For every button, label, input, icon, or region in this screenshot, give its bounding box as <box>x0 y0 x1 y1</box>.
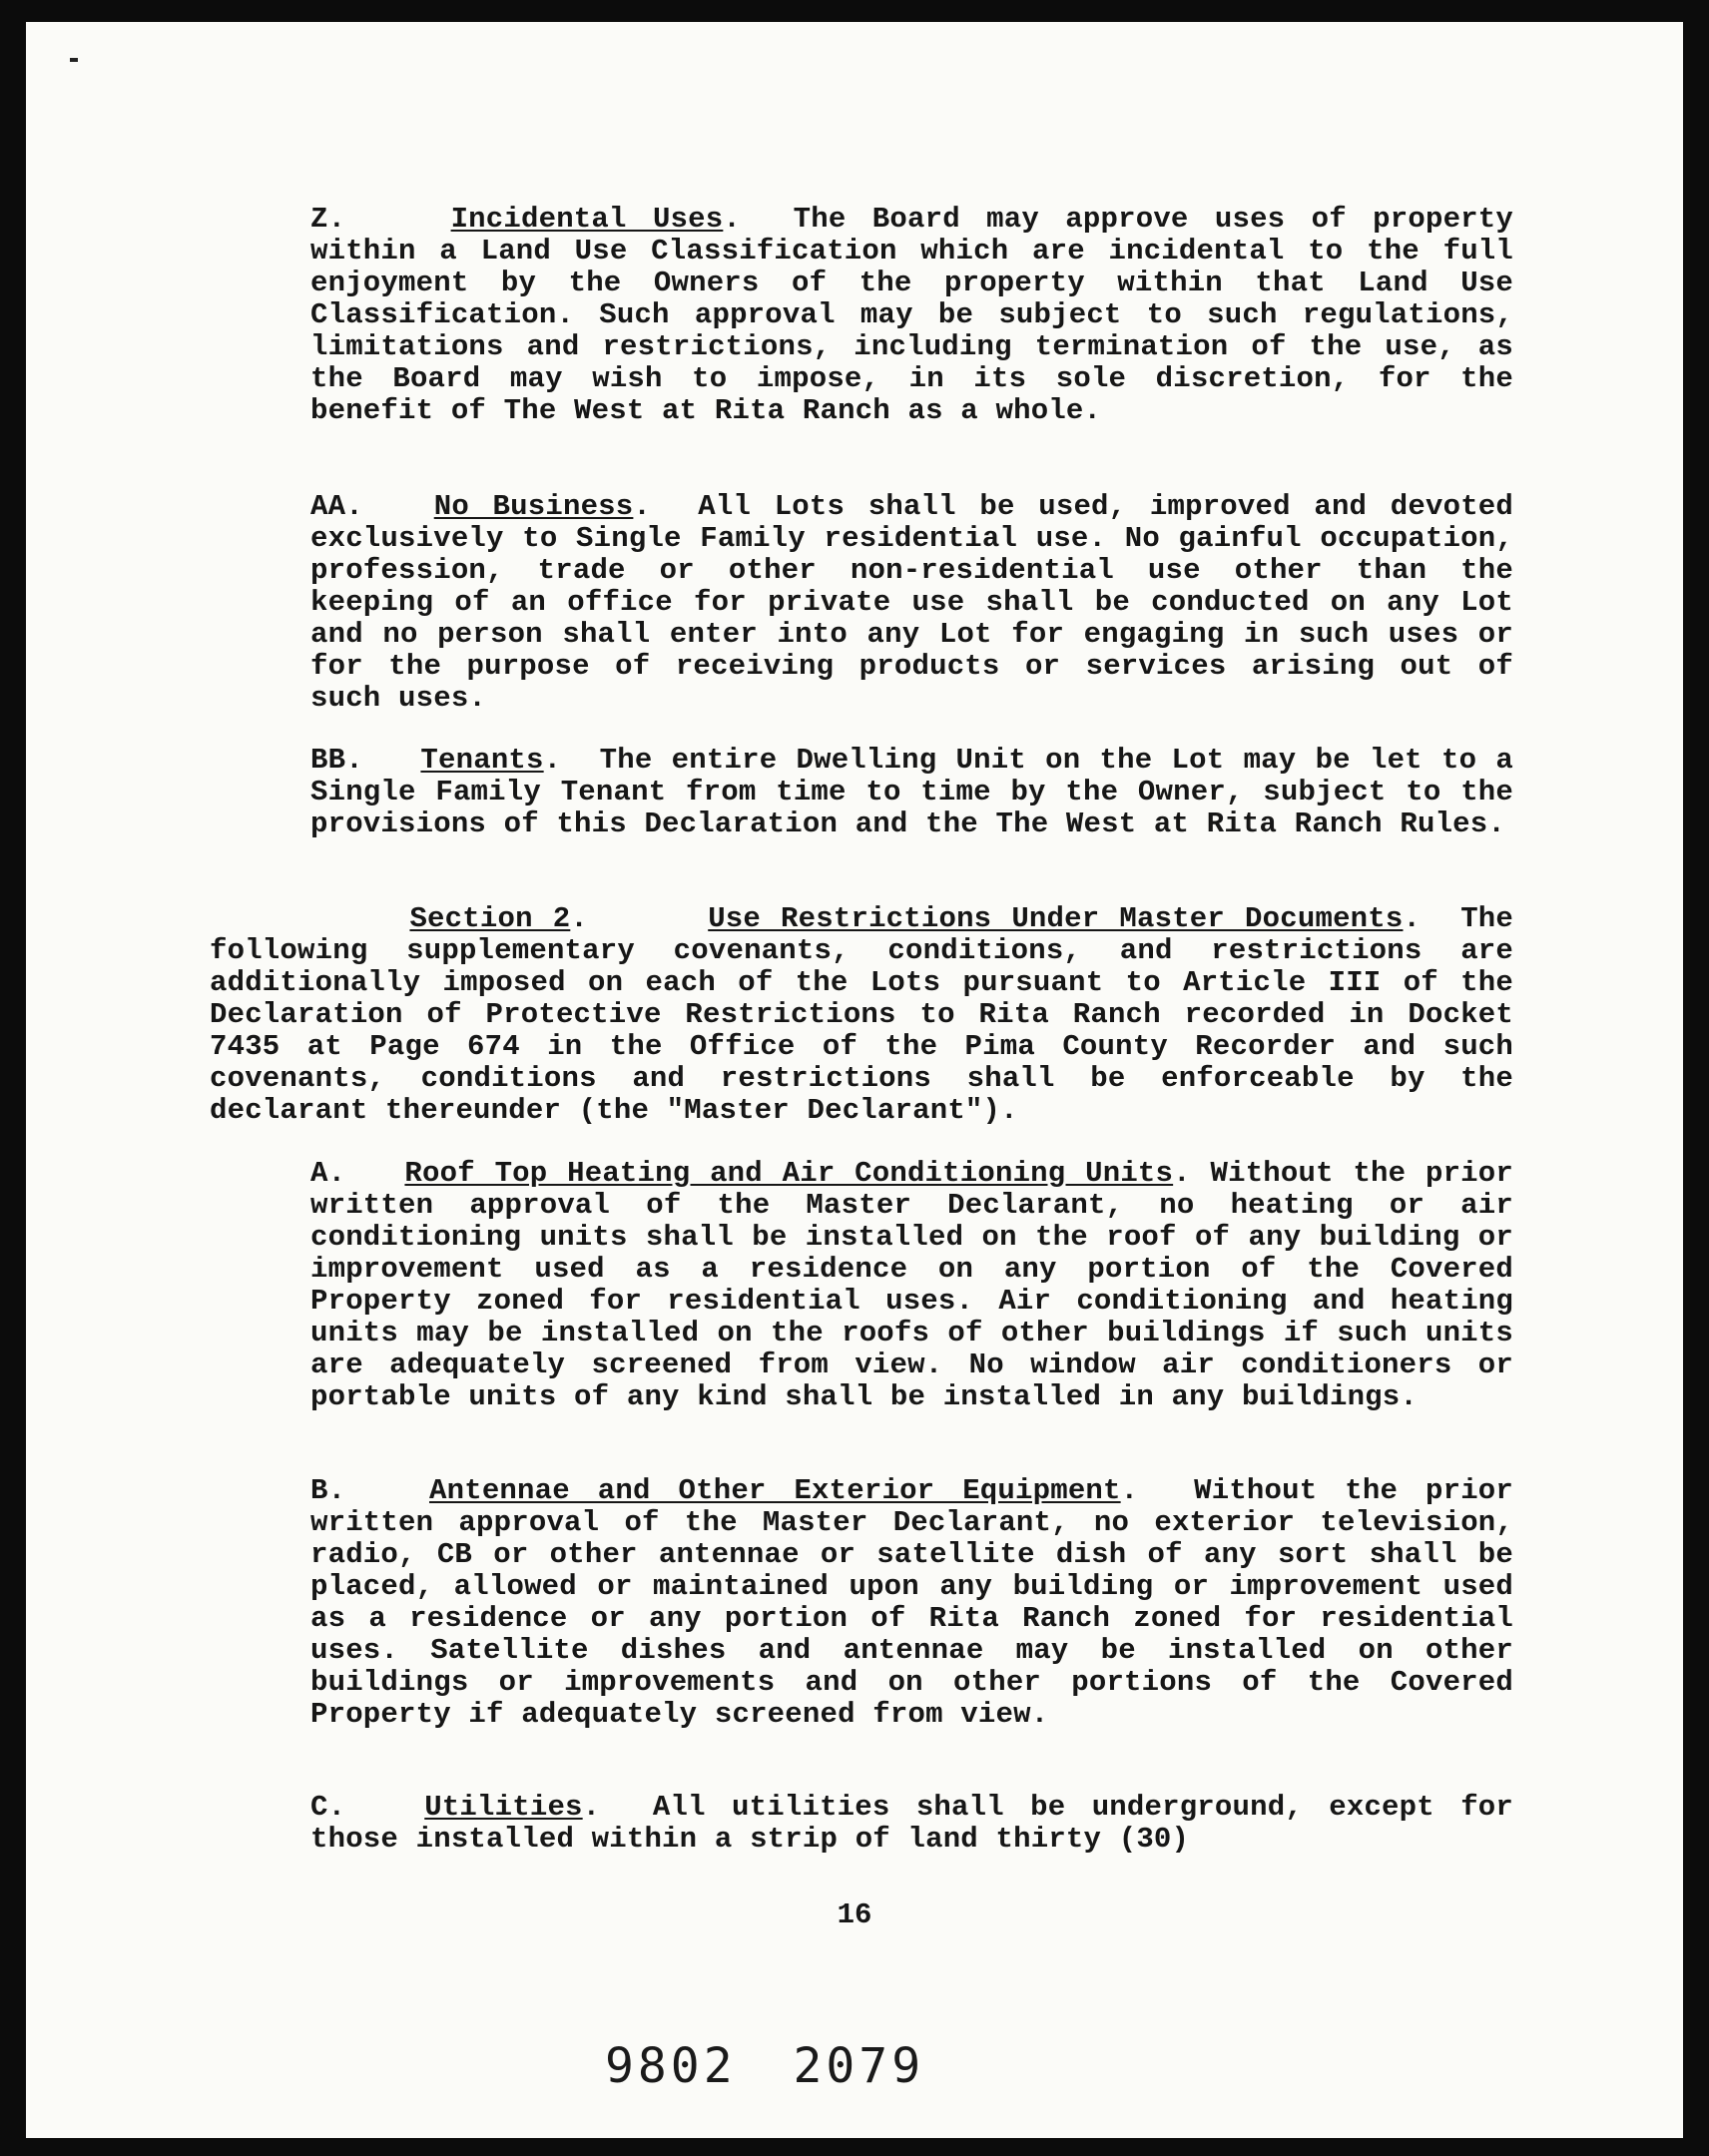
paragraph-heading: Antennae and Other Exterior Equipment <box>429 1474 1121 1507</box>
paragraph-text: All utilities shall be underground, except for those installed within a strip of land thirty (30) <box>310 1791 1514 1856</box>
paragraph-heading: Utilities <box>424 1791 583 1824</box>
paragraph-z: Z. Incidental Uses. The Board may approve uses of property within a Land Use Classification which are incidental to the full enjoyment by the Owners of the property within that Land Use Classification. Such approval may be subject to such regulations, limitations and restrictions, including termination of the use, as the Board may wish to impose, in its sole discretion, for the benefit of The West at Rita Ranch as a whole. <box>310 203 1513 427</box>
section-heading: Use Restrictions Under Master Documents <box>708 902 1404 935</box>
docket-stamp: 9802 2079 <box>605 2038 925 2094</box>
paragraph-text: The entire Dwelling Unit on the Lot may be let to a Single Family Tenant from time to time by the Owner, subject to the provisions of this Declaration and the The West at Rita Ranch Rules. <box>310 744 1514 840</box>
section-2: Section 2. Use Restrictions Under Master Documents. The following supplementary covenants, conditions, and restrictions are additionally imposed on each of the Lots pursuant to Article III of the Declaration of Protective Restrictions to Rita Ranch recorded in Docket 7435 at Page 674 in the Office of the Pima County Recorder and such covenants, conditions and restrictions shall be enforceable by the declarant thereunder (the "Master Declarant"). <box>210 902 1513 1127</box>
paragraph-label: Z. <box>310 203 346 236</box>
paragraph-bb: BB. Tenants. The entire Dwelling Unit on the Lot may be let to a Single Family Tenant from time to time by the Owner, subject to the provisions of this Declaration and the The West at Rita Ranch Rules. <box>310 744 1514 840</box>
paragraph-label: A. <box>310 1157 346 1190</box>
paragraph-heading: Tenants <box>420 744 544 777</box>
paragraph-text: All Lots shall be used, improved and devoted exclusively to Single Family residential use. No gainful occupation, profession, trade or other non-residential use other than the keeping of an office for private use shall be conducted on any Lot and no person shall enter into any Lot for engaging in such uses or for the purpose of receiving products or services arising out of such uses. <box>310 490 1514 715</box>
document-page <box>26 22 1683 2138</box>
paragraph-label: B. <box>310 1474 346 1507</box>
paragraph-heading: No Business <box>433 490 634 523</box>
paragraph-a: A. Roof Top Heating and Air Conditioning Units. Without the prior written approval of the Master Declarant, no heating or air conditioning units shall be installed on the roof of any building or improvement used as a residence on any portion of the Covered Property zoned for residential uses. Air conditioning and heating units may be installed on the roofs of other buildings if such units are adequately screened from view. No window air conditioners or portable units of any kind shall be installed in any buildings. <box>310 1157 1513 1413</box>
paragraph-c: C. Utilities. All utilities shall be underground, except for those installed within a strip of land thirty (30) <box>310 1791 1514 1856</box>
paragraph-b: B. Antennae and Other Exterior Equipment. Without the prior written approval of the Master Declarant, no exterior television, radio, CB or other antennae or satellite dish of any sort shall be placed, allowed or maintained upon any building or improvement used as a residence or any portion of Rita Ranch zoned for residential uses. Satellite dishes and antennae may be installed on other buildings or improvements and on other portions of the Covered Property if adequately screened from view. <box>310 1474 1514 1731</box>
section-text: The following supplementary covenants, conditions, and restrictions are additionally imposed on each of the Lots pursuant to Article III of the Declaration of Protective Restrictions to Rita Ranch recorded in Docket 7435 at Page 674 in the Office of the Pima County Recorder and such covenants, conditions and restrictions shall be enforceable by the declarant thereunder (the "Master Declarant"). <box>210 902 1513 1127</box>
paragraph-label: C. <box>310 1791 346 1824</box>
paragraph-text: Without the prior written approval of the Master Declarant, no heating or air conditioning units shall be installed on the roof of any building or improvement used as a residence on any portion of the Covered Property zoned for residential uses. Air conditioning and heating units may be installed on the roofs of other buildings if such units are adequately screened from view. No window air conditioners or portable units of any kind shall be installed in any buildings. <box>310 1157 1513 1413</box>
paragraph-label: BB. <box>310 744 363 777</box>
page-number: 16 <box>837 1898 872 1931</box>
paragraph-text: Without the prior written approval of the Master Declarant, no exterior television, radio, CB or other antennae or satellite dish of any sort shall be placed, allowed or maintained upon any building or improvement used as a residence or any portion of Rita Ranch zoned for residential uses. Satellite dishes and antennae may be installed on other buildings or improvements and on other portions of the Covered Property if adequately screened from view. <box>310 1474 1514 1731</box>
paragraph-text: The Board may approve uses of property within a Land Use Classification which are incidental to the full enjoyment by the Owners of the property within that Land Use Classification. Such approval may be subject to such regulations, limitations and restrictions, including termination of the use, as the Board may wish to impose, in its sole discretion, for the benefit of The West at Rita Ranch as a whole. <box>310 203 1513 427</box>
paragraph-aa: AA. No Business. All Lots shall be used, improved and devoted exclusively to Single Family residential use. No gainful occupation, profession, trade or other non-residential use other than the keeping of an office for private use shall be conducted on any Lot and no person shall enter into any Lot for engaging in such uses or for the purpose of receiving products or services arising out of such uses. <box>310 490 1514 715</box>
paragraph-heading: Incidental Uses <box>450 203 724 236</box>
paragraph-label: AA. <box>310 490 363 523</box>
paragraph-heading: Roof Top Heating and Air Conditioning Units <box>404 1157 1174 1190</box>
section-label: Section 2 <box>409 902 571 935</box>
scan-speck <box>70 58 78 62</box>
